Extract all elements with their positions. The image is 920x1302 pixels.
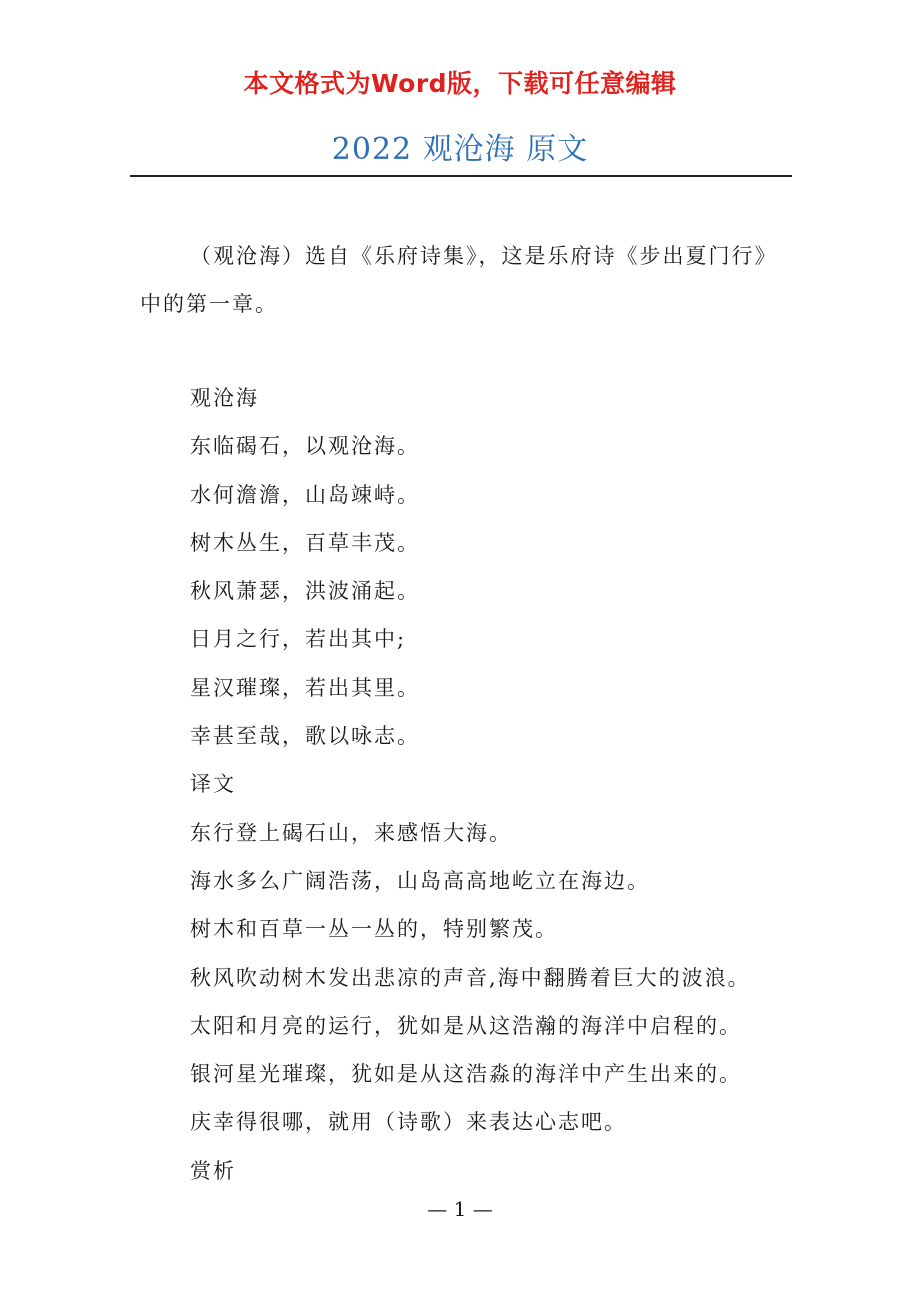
page-number: — 1 — [427, 1197, 493, 1221]
translation-line: 庆幸得很哪，就用（诗歌）来表达心志吧。 [190, 1110, 627, 1135]
download-banner: 本文格式为Word版，下载可任意编辑 [243, 69, 677, 98]
poem-line: 日月之行，若出其中; [190, 627, 407, 652]
section-heading-analysis: 赏析 [190, 1158, 236, 1183]
poem-body [190, 374, 830, 1195]
translation-line: 树木和百草一丛一丛的，特别繁茂。 [190, 917, 558, 942]
page-title: 2022 观沧海 原文 [331, 132, 589, 167]
poem-line: 星汉璀璨，若出其里。 [190, 675, 420, 700]
poem-line: 东临碣石，以观沧海。 [190, 434, 420, 459]
header-divider [130, 175, 792, 177]
intro-paragraph: （观沧海）选自《乐府诗集》，这是乐府诗《步出夏门行》中的第一章。 [140, 244, 778, 316]
poem-line: 秋风萧瑟，洪波涌起。 [190, 579, 420, 604]
section-heading-translation: 译文 [190, 772, 236, 797]
poem-line: 幸甚至哉，歌以咏志。 [190, 724, 420, 749]
poem-line: 水何澹澹，山岛竦峙。 [190, 482, 420, 507]
translation-line: 海水多么广阔浩荡，山岛高高地屹立在海边。 [190, 868, 650, 893]
poem-line: 树木丛生，百草丰茂。 [190, 530, 420, 555]
section-heading-poem: 观沧海 [190, 386, 259, 410]
translation-line: 太阳和月亮的运行，犹如是从这浩瀚的海洋中启程的。 [190, 1013, 742, 1038]
translation-line: 东行登上碣石山，来感悟大海。 [190, 820, 512, 845]
translation-line: 银河星光璀璨，犹如是从这浩淼的海洋中产生出来的。 [190, 1062, 742, 1087]
translation-line: 秋风吹动树木发出悲凉的声音,海中翻腾着巨大的波浪。 [190, 965, 751, 990]
